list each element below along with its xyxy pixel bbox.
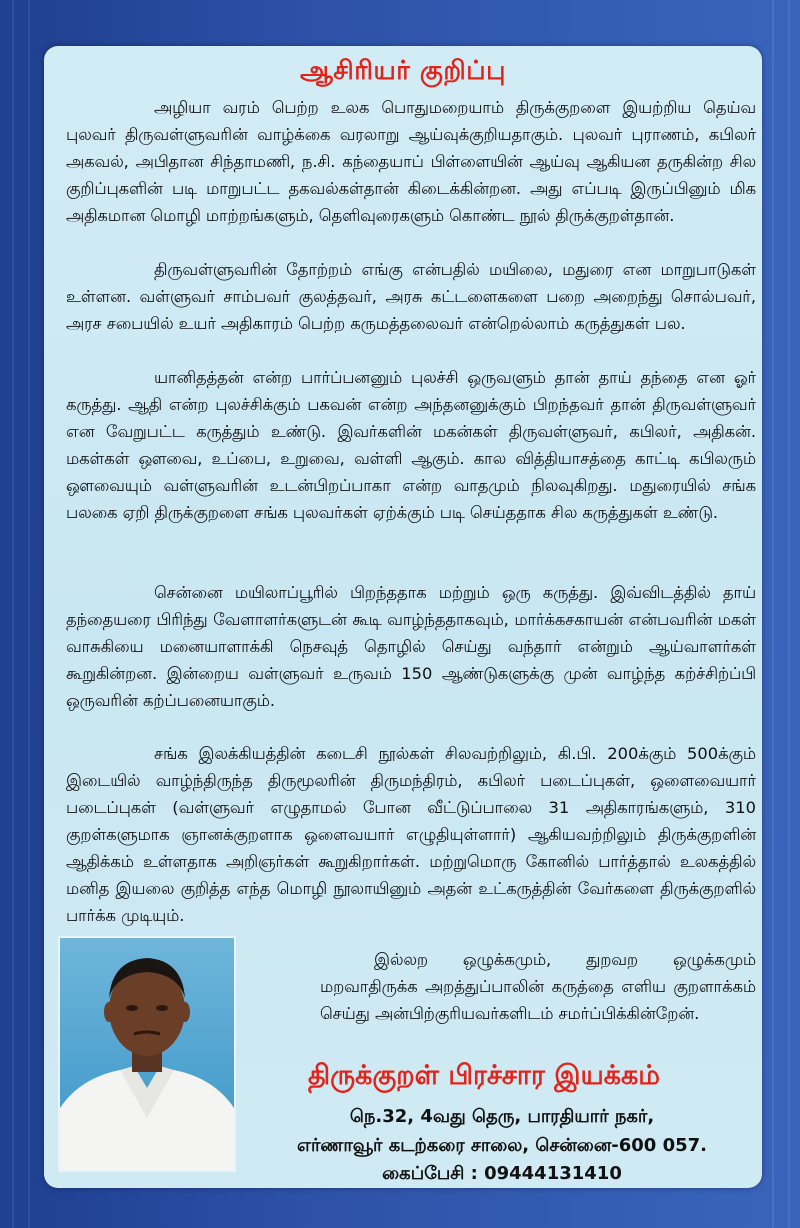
paragraph-1: அழியா வரம் பெற்ற உலக பொதுமறையாம் திருக்குறளை இயற்றிய தெய்வ புலவர் திருவள்ளுவரின் வாழ்க்கை வரலாறு ஆய்வுக்குறியதாகும். புலவர் புராணம், கபிலர் அகவல், அபிதான சிந்தாமணி, ந.சி. கந்தையாப் பிள்ளையின் ஆய்வு ஆகியன தருகின்ற சில குறிப்புகளின் படி மாறுபட்ட தகவல்கள்தான் கிடைக்கின்றன. அது எப்படி இருப்பினும் மிக அதிகமான மொழி மாற்றங்களும், தெளிவுரைகளும் கொண்ட நூல் திருக்குறள்தான். <box>66 98 756 225</box>
organization-name: திருக்குறள் பிரச்சார இயக்கம் <box>307 1060 660 1091</box>
author-portrait-icon <box>60 938 234 1170</box>
address-line-1: நெ.32, 4வது தெரு, பாரதியார் நகர், <box>349 1106 655 1127</box>
address-line-2: எர்ணாவூர் கடற்கரை சாலை, சென்னை-600 057. <box>296 1135 708 1156</box>
paragraph-6: இல்லற ஒழுக்கமும், துறவற ஒழுக்கமும் மறவாதிருக்க அறத்துப்பாலின் கருத்தை எளிய குறளாக்கம் செய்து அன்பிற்குரியவர்களிடம் சமர்ப்பிக்கின்றேன். <box>320 950 756 1023</box>
paragraph-4: சென்னை மயிலாப்பூரில் பிறந்ததாக மற்றும் ஒரு கருத்து. இவ்விடத்தில் தாய் தந்தையரை பிரிந்து வேளாளர்களுடன் கூடி வாழ்ந்ததாகவும், மார்க்கசகாயன் என்பவரின் மகள் வாசுகியை மனையாளாக்கி நெசவுத் தொழில் செய்து வந்தார் என்றும் ஆய்வாளர்கள் கூறுகின்றன. இன்றைய வள்ளுவர் உருவம் 150 ஆண்டுகளுக்கு முன் வாழ்ந்த கற்ச்சிற்ப்பி ஒருவரின் கற்ப்பனையாகும். <box>66 583 756 710</box>
author-note-card <box>44 46 762 1188</box>
page-title: ஆசிரியர் குறிப்பு <box>300 56 506 86</box>
author-photo <box>58 936 236 1172</box>
paragraph-3: யானிதத்தன் என்ற பார்ப்பனனும் புலச்சி ஒருவளும் தான் தாய் தந்தை என ஓர் கருத்து. ஆதி என்ற புலச்சிக்கும் பகவன் என்ற அந்தனனுக்கும் பிறந்தவர் தான் திருவள்ளுவர் என வேறுபட்ட கருத்தும் உண்டு. இவர்களின் மகன்கள் திருவள்ளுவர், கபிலர், அதிகன். மகள்கள் ஔவை, உப்பை, உறுவை, வள்ளி ஆகும். கால வித்தியாசத்தை காட்டி கபிலரும் ஔவையும் வள்ளுவரின் உடன்பிறப்பாகா என்ற வாதமும் நிலவுகிறது. மதுரையில் சங்க பலகை ஏறி திருக்குறளை சங்க புலவர்கள் ஏற்க்கும் படி செய்ததாக சில கருத்துகள் உண்டு. <box>66 368 756 522</box>
phone-number: கைப்பேசி : 09444131410 <box>382 1163 622 1184</box>
paragraph-2: திருவள்ளுவரின் தோற்றம் எங்கு என்பதில் மயிலை, மதுரை என மாறுபாடுகள் உள்ளன. வள்ளுவர் சாம்பவர் குலத்தவர், அரசு கட்டளைகளை பறை அறைந்து சொல்பவர், அரச சபையில் உயர் அதிகாரம் பெற்ற கருமத்தலைவர் என்றெல்லாம் கருத்துகள் பல. <box>66 260 756 333</box>
paragraph-5: சங்க இலக்கியத்தின் கடைசி நூல்கள் சிலவற்றிலும், கி.பி. 200க்கும் 500க்கும் இடையில் வாழ்ந்திருந்த திருமூலரின் திருமந்திரம், கபிலர் படைப்புகள், ஒளைவையார் படைப்புகள் (வள்ளுவர் எழுதாமல் போன வீட்டுப்பாலை 31 அதிகாரங்களும், 310 குறள்களுமாக ஞானக்குறளாக ஒளைவயார் எழுதியுள்ளார்) ஆகியவற்றிலும் திருக்குறளின் ஆதிக்கம் உள்ளதாக அறிஞர்கள் கூறுகிறார்கள். மற்றுமொரு கோனில் பார்த்தால் உலகத்தில் மனித இயலை குறித்த எந்த மொழி நூலாயினும் அதன் உட்கருத்தின் வேர்களை திருக்குறளில் பார்க்க முடியும். <box>66 744 756 925</box>
